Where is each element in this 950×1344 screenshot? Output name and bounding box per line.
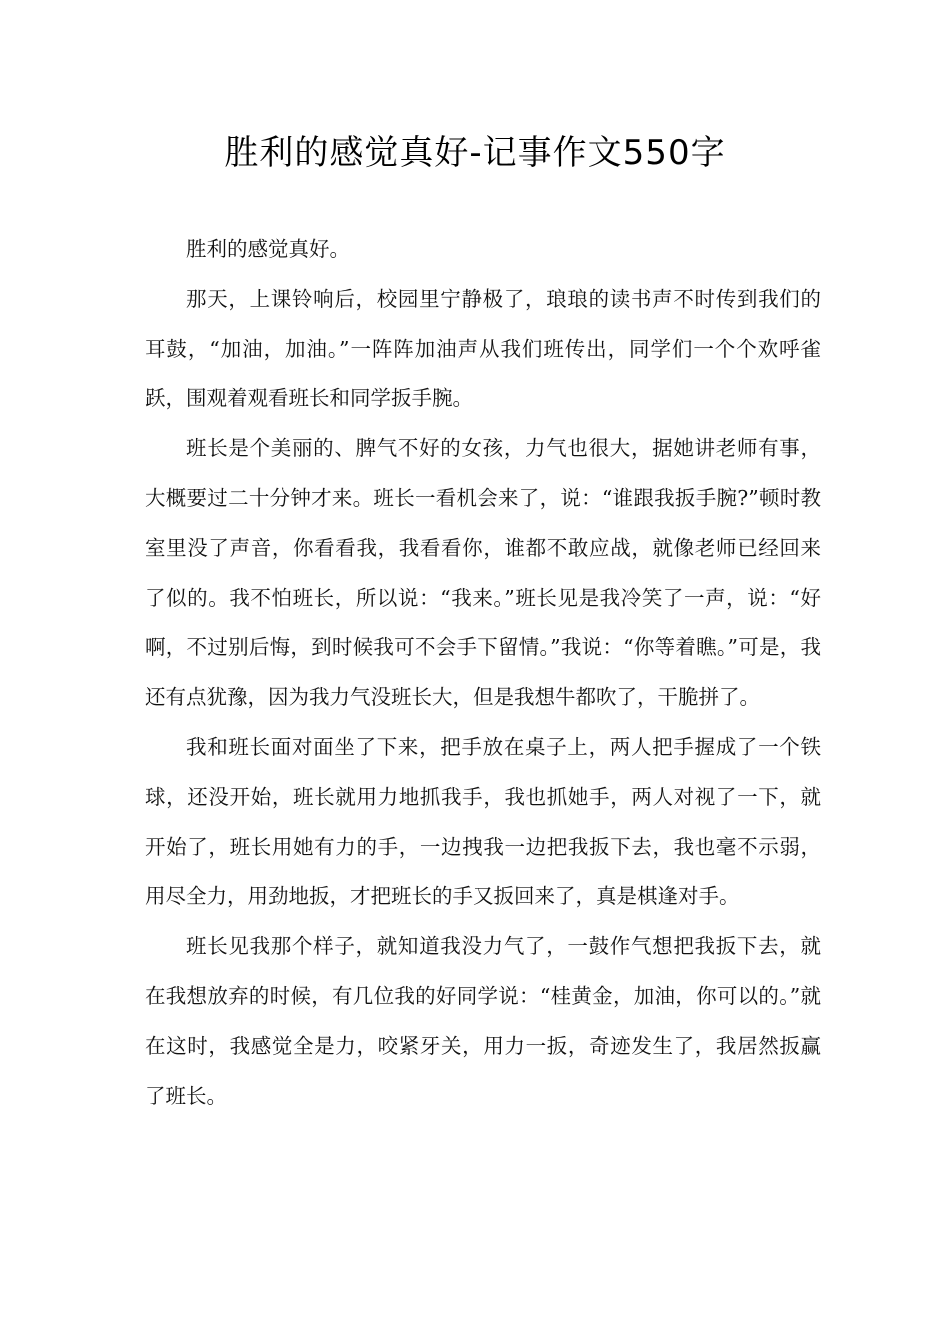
paragraph: 班长见我那个样子，就知道我没力气了，一鼓作气想把我扳下去，就在我想放弃的时候，有几位我的好同学说：“桂黄金，加油，你可以的。”就在这时，我感觉全是力，咬紧牙关，用力一扳，奇迹发生了，我居然扳赢了班长。 [145, 934, 821, 1108]
paragraph: 胜利的感觉真好。 [186, 237, 350, 261]
paragraph: 班长是个美丽的、脾气不好的女孩，力气也很大，据她讲老师有事，大概要过二十分钟才来。班长一看机会来了，说：“谁跟我扳手腕?”顿时教室里没了声音，你看看我，我看看你，谁都不敢应战，就像老师已经回来了似的。我不怕班长，所以说：“我来。”班长见是我冷笑了一声，说：“好啊，不过别后悔，到时候我可不会手下留情。”我说：“你等着瞧。”可是，我还有点犹豫，因为我力气没班长大，但是我想牛都吹了，干脆拼了。 [145, 436, 821, 710]
document-title: 胜利的感觉真好-记事作文550字 [224, 133, 726, 173]
paragraph: 那天，上课铃响后，校园里宁静极了，琅琅的读书声不时传到我们的耳鼓，“加油，加油。”一阵阵加油声从我们班传出，同学们一个个欢呼雀跃，围观着观看班长和同学扳手腕。 [145, 286, 821, 411]
paragraph: 我和班长面对面坐了下来，把手放在桌子上，两人把手握成了一个铁球，还没开始，班长就用力地抓我手，我也抓她手，两人对视了一下，就开始了，班长用她有力的手，一边拽我一边把我扳下去，我也毫不示弱，用尽全力，用劲地扳，才把班长的手又扳回来了，真是棋逢对手。 [145, 734, 821, 909]
document-body [145, 225, 821, 1121]
